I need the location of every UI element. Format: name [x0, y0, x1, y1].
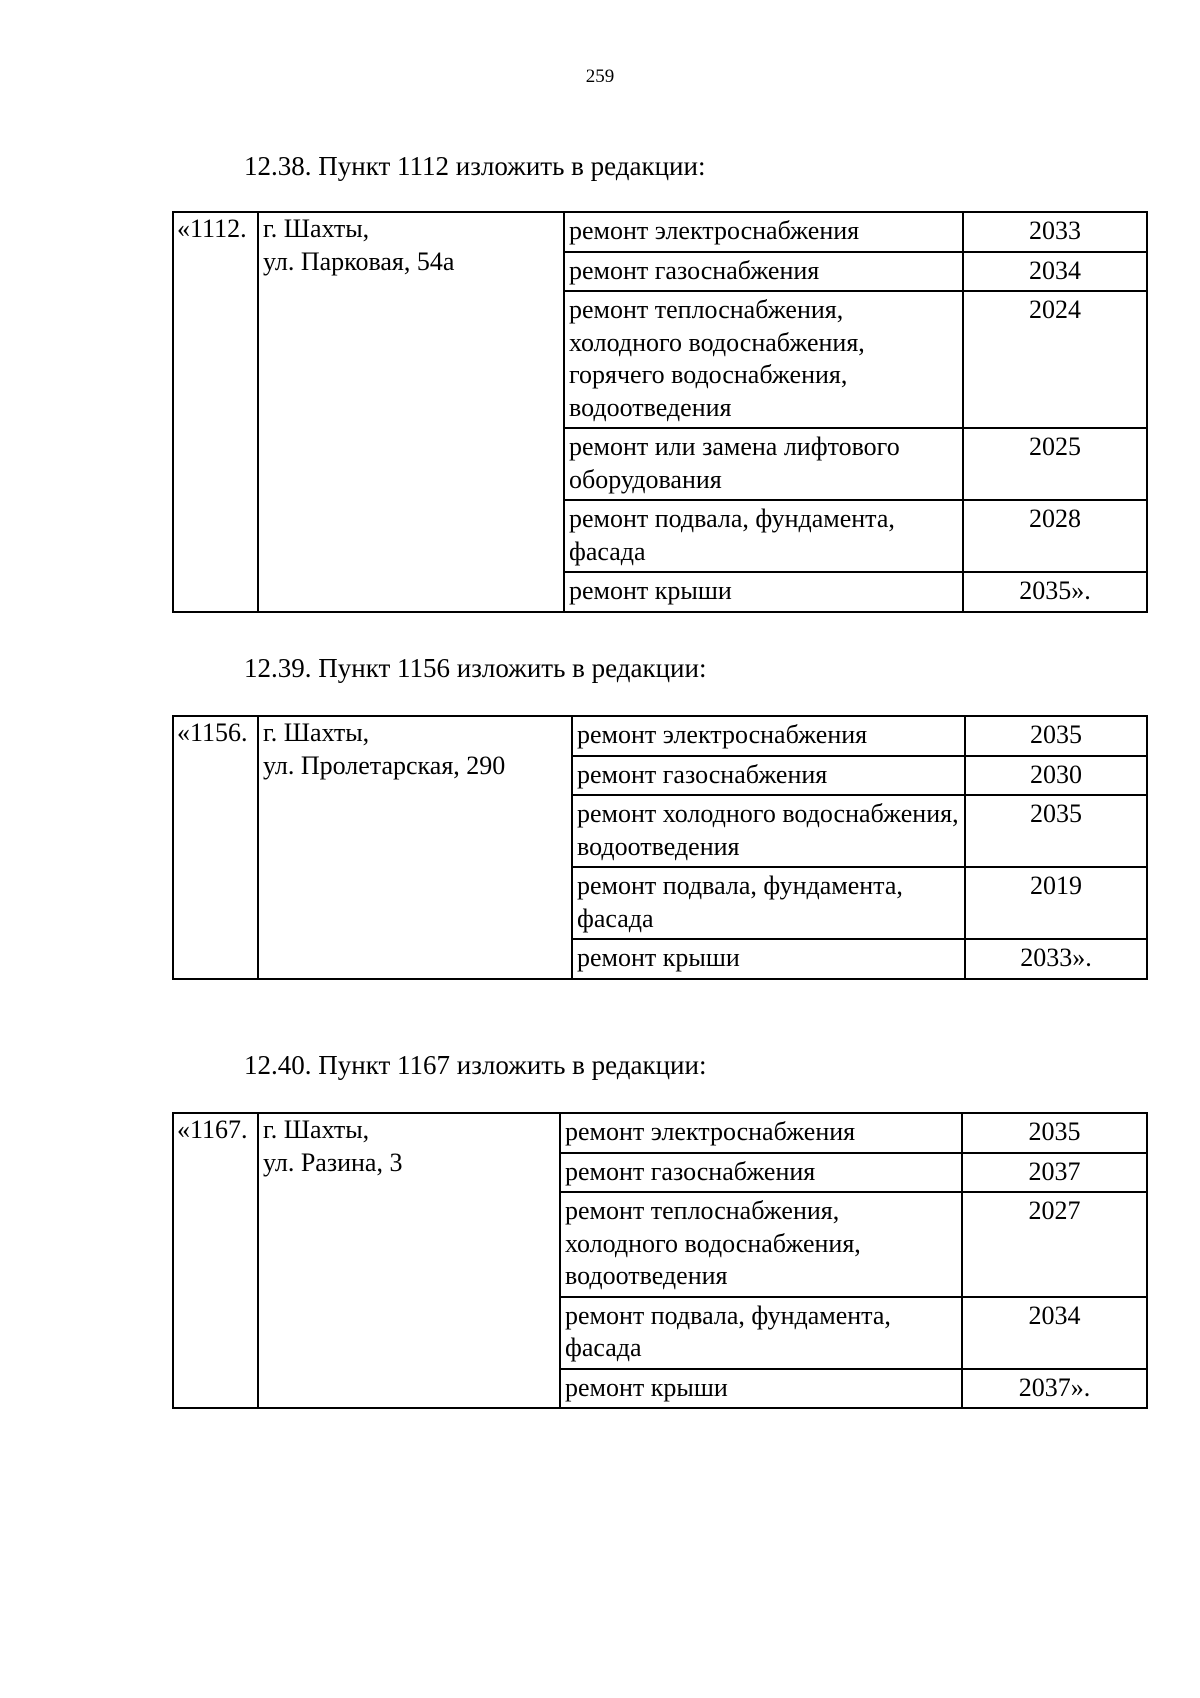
table-row [173, 212, 1147, 252]
section-heading-1240: 12.40. Пункт 1167 изложить в редакции: [244, 1050, 707, 1080]
work-type-cell: ремонт электроснабжения [564, 212, 963, 252]
address-cell [258, 716, 572, 979]
address-cell [258, 212, 564, 612]
work-type-cell: ремонт подвала, фундамента, фасада [564, 500, 963, 572]
item-number: «1156. [173, 716, 258, 979]
year-cell: 2025 [963, 428, 1147, 500]
item-number: «1112. [173, 212, 258, 612]
table-item-1112 [172, 211, 1148, 613]
address-street: ул. Парковая, 54а [263, 246, 455, 276]
section-heading-1238: 12.38. Пункт 1112 изложить в редакции: [244, 151, 706, 181]
table-item-1167 [172, 1112, 1148, 1409]
work-type-cell: ремонт или замена лифтового оборудования [564, 428, 963, 500]
address-city: г. Шахты, [263, 214, 370, 243]
work-type-cell: ремонт газоснабжения [560, 1153, 962, 1193]
work-type-cell: ремонт крыши [560, 1369, 962, 1409]
work-type-cell: ремонт газоснабжения [572, 756, 965, 796]
page-number: 259 [585, 66, 615, 87]
table-row [173, 1113, 1147, 1153]
table-row [173, 716, 1147, 756]
work-type-cell: ремонт крыши [572, 939, 965, 979]
work-type-cell: ремонт подвала, фундамента, фасада [560, 1297, 962, 1369]
work-type-cell: ремонт электроснабжения [560, 1113, 962, 1153]
item-number: «1167. [173, 1113, 258, 1408]
work-type-cell: ремонт теплоснабжения, холодного водоснабжения, горячего водоснабжения, водоотведения [564, 291, 963, 428]
work-type-cell: ремонт газоснабжения [564, 252, 963, 292]
address-street: ул. Разина, 3 [263, 1147, 403, 1177]
year-cell: 2037 [962, 1153, 1147, 1193]
year-cell: 2035». [963, 572, 1147, 612]
table-item-1156 [172, 715, 1148, 980]
year-cell: 2034 [963, 252, 1147, 292]
year-cell: 2037». [962, 1369, 1147, 1409]
work-type-cell: ремонт теплоснабжения, холодного водоснабжения, водоотведения [560, 1192, 962, 1297]
year-cell: 2034 [962, 1297, 1147, 1369]
year-cell: 2035 [962, 1113, 1147, 1153]
work-type-cell: ремонт крыши [564, 572, 963, 612]
year-cell: 2033 [963, 212, 1147, 252]
address-street: ул. Пролетарская, 290 [263, 750, 506, 780]
work-type-cell: ремонт холодного водоснабжения, водоотведения [572, 795, 965, 867]
year-cell: 2035 [965, 795, 1147, 867]
work-type-cell: ремонт электроснабжения [572, 716, 965, 756]
address-cell [258, 1113, 560, 1408]
work-type-cell: ремонт подвала, фундамента, фасада [572, 867, 965, 939]
year-cell: 2027 [962, 1192, 1147, 1297]
year-cell: 2024 [963, 291, 1147, 428]
year-cell: 2033». [965, 939, 1147, 979]
year-cell: 2035 [965, 716, 1147, 756]
year-cell: 2028 [963, 500, 1147, 572]
year-cell: 2019 [965, 867, 1147, 939]
year-cell: 2030 [965, 756, 1147, 796]
address-city: г. Шахты, [263, 718, 370, 747]
section-heading-1239: 12.39. Пункт 1156 изложить в редакции: [244, 653, 707, 683]
address-city: г. Шахты, [263, 1115, 370, 1144]
